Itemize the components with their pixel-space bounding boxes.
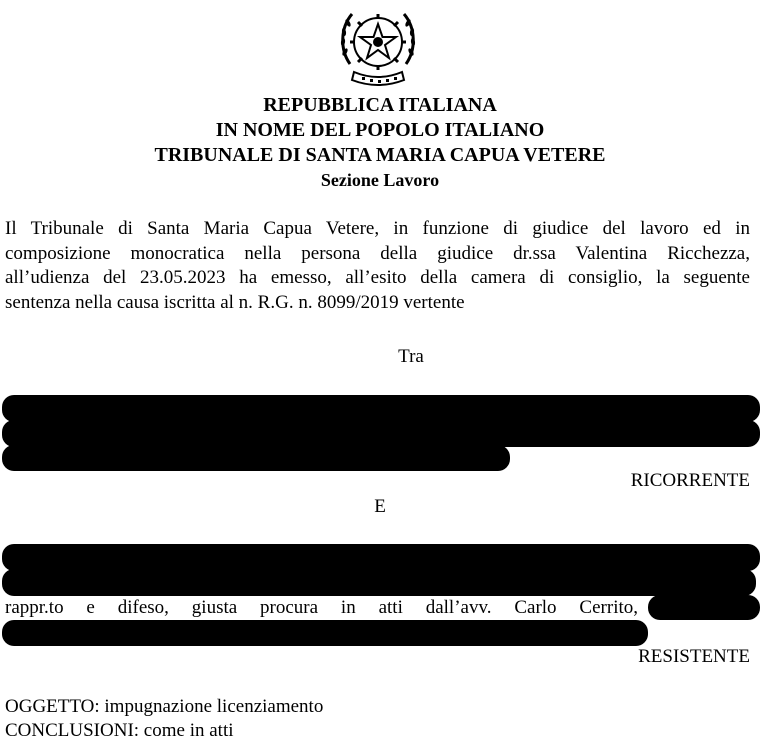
intro-line: Il Tribunale di Santa Maria Capua Vetere, in funzione di giudice del lavoro ed in [5, 218, 750, 239]
defendant-role: RESISTENTE [638, 646, 750, 667]
plaintiff-role: RICORRENTE [630, 470, 750, 491]
redacted-block [648, 595, 760, 620]
redacted-block [2, 620, 648, 646]
header-court: TRIBUNALE DI SANTA MARIA CAPUA VETERE [154, 144, 606, 166]
redacted-block [2, 544, 760, 571]
defendant-counsel [5, 596, 638, 621]
conclusions-line: CONCLUSIONI: come in atti [5, 720, 234, 741]
intro-paragraph [5, 217, 750, 315]
header-section: Sezione Lavoro [320, 170, 440, 190]
header-people: IN NOME DEL POPOLO ITALIANO [215, 119, 545, 141]
and-label: E [374, 496, 386, 517]
intro-line: sentenza nella causa iscritta al n. R.G. n. 8099/2019 vertente [5, 291, 465, 313]
between-label: Tra [398, 346, 424, 367]
document-header [0, 93, 760, 193]
intro-line: all’udienza del 23.05.2023 ha emesso, all’esito della camera di consiglio, la seguente [5, 267, 750, 288]
redacted-block [2, 420, 760, 447]
redacted-block [2, 445, 510, 471]
intro-line: composizione monocratica nella persona della giudice dr.ssa Valentina Ricchezza, [5, 242, 750, 264]
italian-republic-emblem-icon [336, 2, 420, 88]
defendant-counsel-text: rappr.to e difeso, giusta procura in atti dall’avv. Carlo Cerrito, [5, 597, 638, 618]
redacted-block [2, 395, 760, 422]
subject-line: OGGETTO: impugnazione licenziamento [5, 696, 324, 717]
redacted-block [2, 569, 756, 596]
header-republic: REPUBBLICA ITALIANA [263, 94, 497, 116]
